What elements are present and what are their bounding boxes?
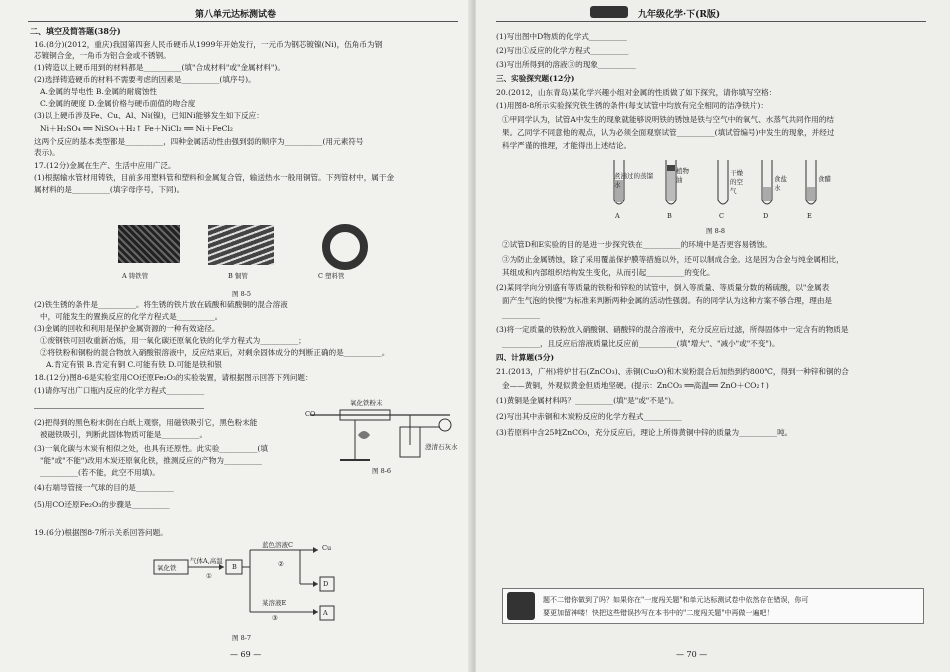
fig87-box-b: B	[232, 563, 237, 571]
q16-line-9: 表示)。	[34, 148, 60, 157]
fig87-num2: ②	[278, 560, 284, 568]
fig88-label-vinegar: 食醋	[818, 175, 831, 183]
q16-line-1: 芯镀铜合金，一角币为铝合金或不锈钢。	[34, 51, 171, 60]
fig87-box-start: 氧化铁	[157, 564, 177, 572]
q17-line-2: 属材料的是__________(填字母序号，下同)。	[34, 185, 185, 194]
fig86-apparatus	[300, 405, 460, 475]
q20-line-3: 果。乙同学不同意他的观点，认为必须全面观察试管__________(填试管编号)中发生的现象，并经过	[502, 128, 835, 137]
fig88-tube-b: B	[667, 212, 672, 220]
cast-iron-pipe-image	[118, 225, 180, 263]
q20-part-line-3: (2)某同学向分别盛有等质量的铁粉和锌粒的试管中，倒入等质量、等质量分数的稀硫酸，以"金属表	[496, 283, 830, 292]
fig88-tube-c: C	[719, 212, 724, 220]
q18-line-4: (3)一氧化碳与木炭有相似之处，也具有还原性。此实验__________(填	[34, 444, 268, 453]
copper-pipe-image	[208, 225, 274, 265]
q20-part-line-2: 其组成和内部组织结构发生变化，从而引起__________的变化。	[502, 268, 715, 277]
fig86-label-co: CO	[305, 410, 316, 418]
section-calculation: 四、计算题(5分)	[496, 353, 555, 362]
q20-line-2: ①甲同学认为，试管A中发生的现象就能够说明铁的锈蚀是铁与空气中的氧气、水蒸气共同作用的结	[502, 115, 835, 124]
fig86-label-limewater: 澄清石灰水	[425, 443, 458, 451]
q17-part2-line-3: ①废钢铁可回收重新冶炼，用一氧化碳还原氧化铁的化学方程式为__________；	[40, 336, 306, 345]
q16-line-0: 16.(8分)(2012，重庆)我国第四套人民币硬币从1999年开始发行，一元币为钢芯镀镍(Ni)，伍角币为钢	[34, 40, 383, 49]
left-page-number: — 69 —	[230, 650, 262, 659]
fig86-caption: 图 8-6	[372, 467, 392, 475]
notice-line-2: 要更加留神喽！快把这些错误抄写在本书中的"二度闯关题"中再做一遍吧！	[543, 609, 774, 617]
fig87-solution-e: 某溶液E	[262, 599, 287, 607]
fig87-arrow1-label: 气体A,高温	[190, 557, 223, 565]
q17-line-0: 17.(12分)金属在生产、生活中应用广泛。	[34, 161, 176, 170]
q16-line-4: A.金属的导电性 B.金属的耐腐蚀性	[40, 87, 158, 96]
q19-sub-2: (2)写出①反应的化学方程式__________	[496, 46, 629, 55]
q17-part2-line-1: 中，可能发生的置换反应的化学方程式是__________。	[40, 312, 223, 321]
q18-line-6: __________(若不能，此空不用填)。	[40, 468, 160, 477]
q16-line-5: C.金属的硬度 D.金属价格与硬币面值的吻合度	[40, 99, 196, 108]
fig88-tube-a: A	[615, 212, 620, 220]
fig87-cu: Cu	[322, 544, 332, 552]
q20-part-line-1: ③为防止金属锈蚀，除了采用覆盖保护膜等措施以外，还可以制成合金。这是因为合金与纯金属相比，	[502, 255, 844, 264]
q18-line-7: (4)右端导管接一气球的目的是__________	[34, 483, 174, 492]
q18-line-1: (1)请你写出广口瓶内反应的化学方程式__________	[34, 386, 205, 395]
q16-line-3: (2)选择铸造硬币的材料不需要考虑的因素是__________(填序号)。	[34, 75, 256, 84]
fig85-label-c: C 塑料管	[318, 272, 345, 280]
fig87-box-d: D	[323, 580, 329, 588]
fig86-label-ferric-powder: 氧化铁粉末	[350, 399, 383, 407]
fig87-arrow1-num: ①	[206, 572, 212, 580]
fig87-blue-solution: 蓝色溶液C	[262, 541, 293, 549]
fig88-tube-e: E	[807, 212, 812, 220]
q18-line-5: "能"或"不能")改用木炭还原氧化铁，推测反应的产物为__________	[40, 456, 262, 465]
q21-line-1: 金——黄铜，外观似黄金但质地坚硬。(提示：ZnCO₃ ══高温══ ZnO＋CO₂↑)	[502, 381, 769, 390]
q16-equations: Ni＋H₂SO₄ ══ NiSO₄＋H₂↑ Fe＋NiCl₂ ══ Ni＋FeCl₂	[40, 124, 233, 133]
q20-part-line-6: (3)将一定质量的铁粉放入硝酸铜、硝酸锌的混合溶液中，充分反应后过滤，所得固体中一定含有的物质是	[496, 325, 849, 334]
right-page	[476, 0, 950, 672]
q17-part2-line-0: (2)铁生锈的条件是__________。将生锈的铁片放在硫酸和硫酸铜的混合溶液	[34, 300, 288, 309]
q18-line-3: 被磁铁吸引，判断此固体物质可能是__________。	[40, 430, 208, 439]
q17-line-1: (1)根据输水管材用铸铁，目前多用塑料管和塑料和金属复合管，输送热水一般用铜管。下列管材中，属于金	[34, 173, 395, 182]
q18-line-8: (5)用CO还原Fe₂O₃的步骤是__________	[34, 500, 170, 509]
q20-part-line-7: __________，且反应后溶液质量比反应前__________(填"增大"、"减小"或"不变")。	[502, 339, 780, 348]
q20-line-0: 20.(2012，山东青岛)某化学兴趣小组对金属的性质做了如下探究，请你填写空格：	[496, 88, 777, 97]
q19-line-0: 19.(6分)根据图8-7所示关系回答问题。	[34, 528, 168, 537]
q17-part2-line-4: ②将铁粉和铜粉的混合物放入硝酸银溶液中，反应结束后，对剩余固体成分的判断正确的是__________。	[40, 348, 390, 357]
q21-line-0: 21.(2013，广州)将炉甘石(ZnCO₃)、赤铜(Cu₂O)和木炭粉混合后加热到约800℃，得到一种锌和铜的合	[496, 367, 849, 376]
fig88-label-boiled-water: 煮沸过的蒸馏水	[614, 172, 653, 189]
fig88-label-oil: 植物油	[676, 167, 689, 184]
q16-line-6: (3)以上硬币涉及Fe、Cu、Al、Ni(镍)，已知Ni能够发生如下反应：	[34, 111, 264, 120]
plastic-pipe-image	[322, 224, 368, 270]
q20-part-line-4: 面产生气泡的快慢"为标准来判断两种金属的活动性强弱。有的同学认为这种方案不够合理，理由是	[502, 296, 833, 305]
q17-part2-line-5: A.肯定有银 B.肯定有铜 C.可能有铁 D.可能是铁和银	[46, 360, 223, 369]
notice-sign-icon	[507, 592, 535, 620]
fig87-diagram	[150, 540, 360, 635]
series-logo	[590, 6, 628, 18]
q18-line-2: (2)把得到的黑色粉末倒在白纸上观察，用磁铁吸引它，黑色粉末能	[34, 418, 258, 427]
right-header-title: 九年级化学·下(R版)	[638, 10, 721, 20]
q16-line-8: 这两个反应的基本类型都是__________，四种金属活动性由强到弱的顺序为__________(用元素符号	[34, 137, 364, 146]
q20-line-1: (1)用图8-8所示实验探究铁生锈的条件(每支试管中均放有完全相同的洁净铁片)：	[496, 101, 768, 110]
q19-sub-3: (3)写出所得到的溶液③的现象__________	[496, 60, 636, 69]
notice-line-1: 题不二错你做到了吗？如果你在"一度闯关题"和单元达标测试卷中依然存在错误，你可	[543, 596, 809, 604]
left-page	[0, 0, 474, 672]
q21-line-2: (1)黄铜是金属材料吗？__________(填"是"或"不是")。	[496, 396, 679, 405]
fig88-label-dry-air: 干燥的空气	[730, 169, 743, 195]
q18-answer-line	[34, 408, 204, 409]
section-title: 二、填空及简答题(38分)	[30, 26, 121, 36]
q16-line-2: (1)铸造以上硬币用到的材料都是__________(填"合成材料"或"金属材料")。	[34, 63, 285, 72]
fig87-num3: ③	[272, 614, 278, 622]
q21-line-3: (2)写出其中赤铜和木炭粉反应的化学方程式__________	[496, 412, 682, 421]
q18-line-0: 18.(12分)图8-6是实验室用CO还原Fe₂O₃的实验装置，请根据图示回答下列问题：	[34, 373, 313, 382]
fig85-caption: 图 8-5	[232, 290, 252, 298]
review-notice-box	[502, 588, 924, 624]
q21-line-4: (3)若原料中含25吨ZnCO₃，充分反应后，理论上所得黄铜中锌的质量为__________吨。	[496, 428, 793, 437]
q17-part2-line-2: (3)金属的回收和利用是保护金属资源的一种有效途径。	[34, 324, 220, 333]
q20-part-line-5: __________	[502, 310, 540, 319]
fig88-tube-d: D	[763, 212, 769, 220]
fig85-label-b: B 铜管	[228, 272, 248, 280]
left-header-title: 第八单元达标测试卷	[195, 10, 277, 20]
fig87-box-a: A	[323, 609, 328, 617]
q20-line-4: 科学严谨的推理，才能得出上述结论。	[502, 141, 632, 150]
fig88-caption: 图 8-8	[706, 227, 726, 235]
right-header-rule	[496, 21, 926, 22]
section-experiment: 三、实验探究题(12分)	[496, 74, 575, 83]
q19-sub-1: (1)写出图中D物质的化学式__________	[496, 32, 627, 41]
fig85-label-a: A 铸铁管	[122, 272, 149, 280]
fig88-label-salt-water: 食盐水	[774, 175, 787, 192]
left-header-rule	[28, 21, 458, 22]
right-page-number: — 70 —	[676, 650, 708, 659]
q20-part-line-0: ②试管D和E实验的目的是进一步探究铁在__________的环境中是否更容易锈蚀。	[502, 240, 772, 249]
fig87-caption: 图 8-7	[232, 634, 252, 642]
